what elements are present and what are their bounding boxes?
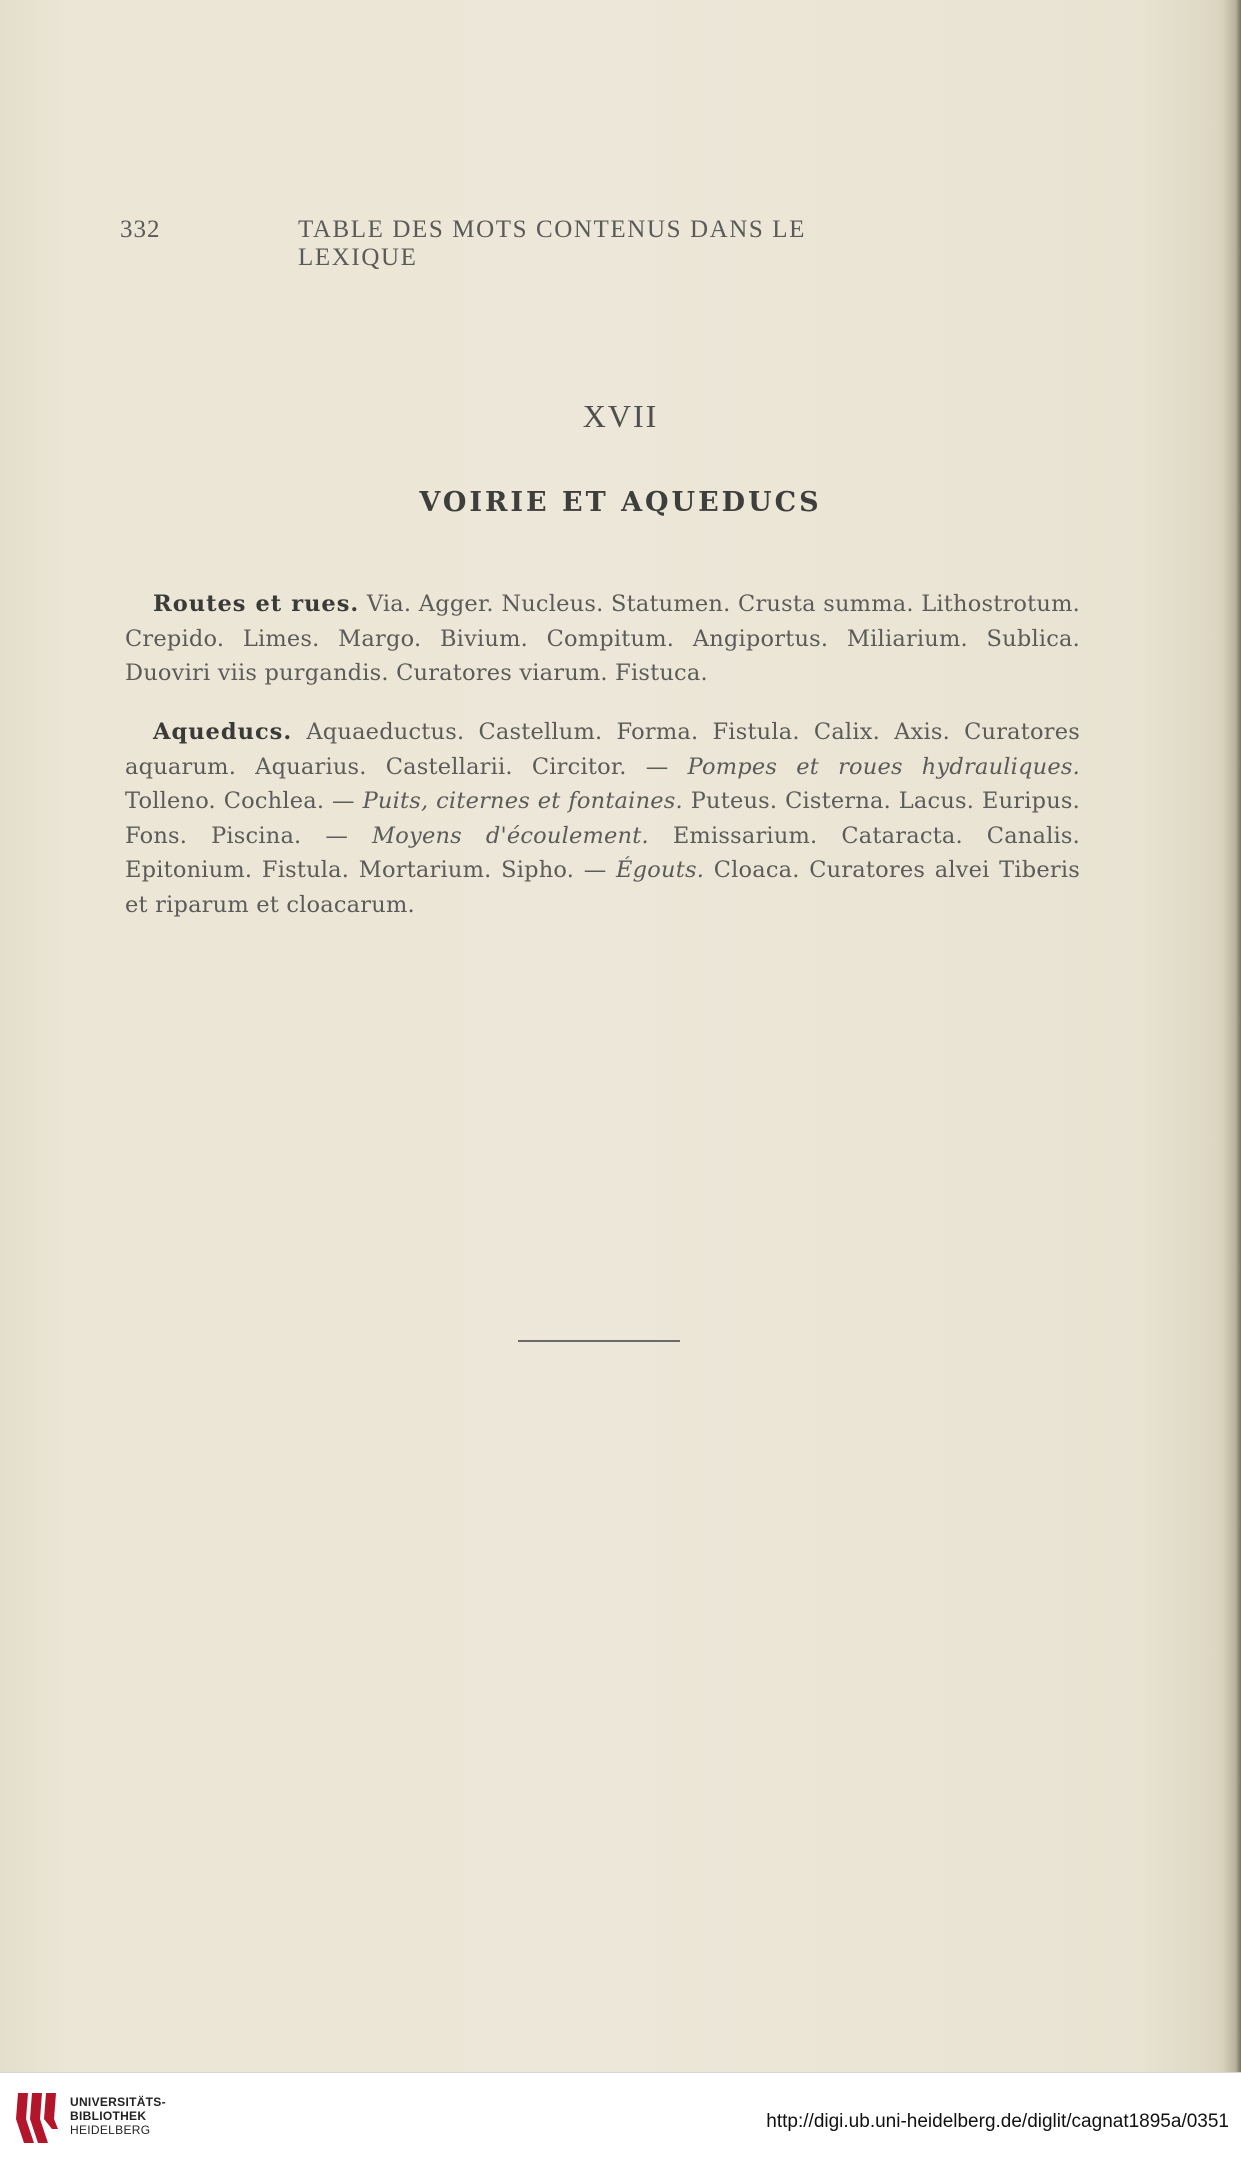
entry-subheading: Pompes et roues hydrauliques. [687,753,1080,780]
library-name: UNIVERSITÄTS- BIBLIOTHEK HEIDELBERG [70,2095,166,2137]
entry-text: Puteus. Cisterna. Lacus. Euripus. Fons. Piscina. — [125,788,1081,849]
entry-text: Aquaeductus. Castellum. Forma. Fistula. Calix. Axis. Curatores aquarum. Aquarius. Castellarii. Circitor. — [125,719,1080,780]
entry-subheading: Puits, citernes et fontaines. [362,788,683,814]
entry-text: Emissarium. Cataracta. Canalis. Epitonium. Fistula. Mortarium. Sipho. — [125,822,1081,883]
page-number: 332 [120,216,161,243]
running-title: TABLE DES MOTS CONTENUS DANS LE LEXIQUE [298,216,807,271]
entry-text: Cloaca. Curatores alvei Tiberis et riparum et cloacarum. [125,857,1081,918]
entry-subheading: Égouts. [616,857,705,883]
entry-text: Tolleno. Cochlea. — [125,788,355,814]
page-edge-shadow [1223,0,1241,2072]
entry-subheading: Moyens d'écoulement. [372,822,649,849]
section-title: VOIRIE ET AQUEDUCS [419,487,822,518]
entry-heading: Routes et rues. [153,591,360,617]
entry-heading: Aqueducs. [153,719,293,745]
section-end-rule [518,1340,680,1342]
entry-text: Via. Agger. Nucleus. Statumen. Crusta summa. Lithostrotum. Crepido. Limes. Margo. Bivium. Compitum. Angiportus. Miliarium. Sublica. Duoviri viis purgandis. Curatores viarum. Fistuca. [125,591,1080,686]
university-library-logo-icon [12,2089,60,2147]
section-number: XVII [582,398,659,434]
digitization-footer [0,2072,1241,2161]
running-header [120,216,920,271]
entry-routes-et-rues [125,587,1080,691]
permalink-url[interactable]: http://digi.ub.uni-heidelberg.de/diglit/cagnat1895a/0351 [766,2111,1229,2132]
entry-aqueducs [125,715,1080,922]
